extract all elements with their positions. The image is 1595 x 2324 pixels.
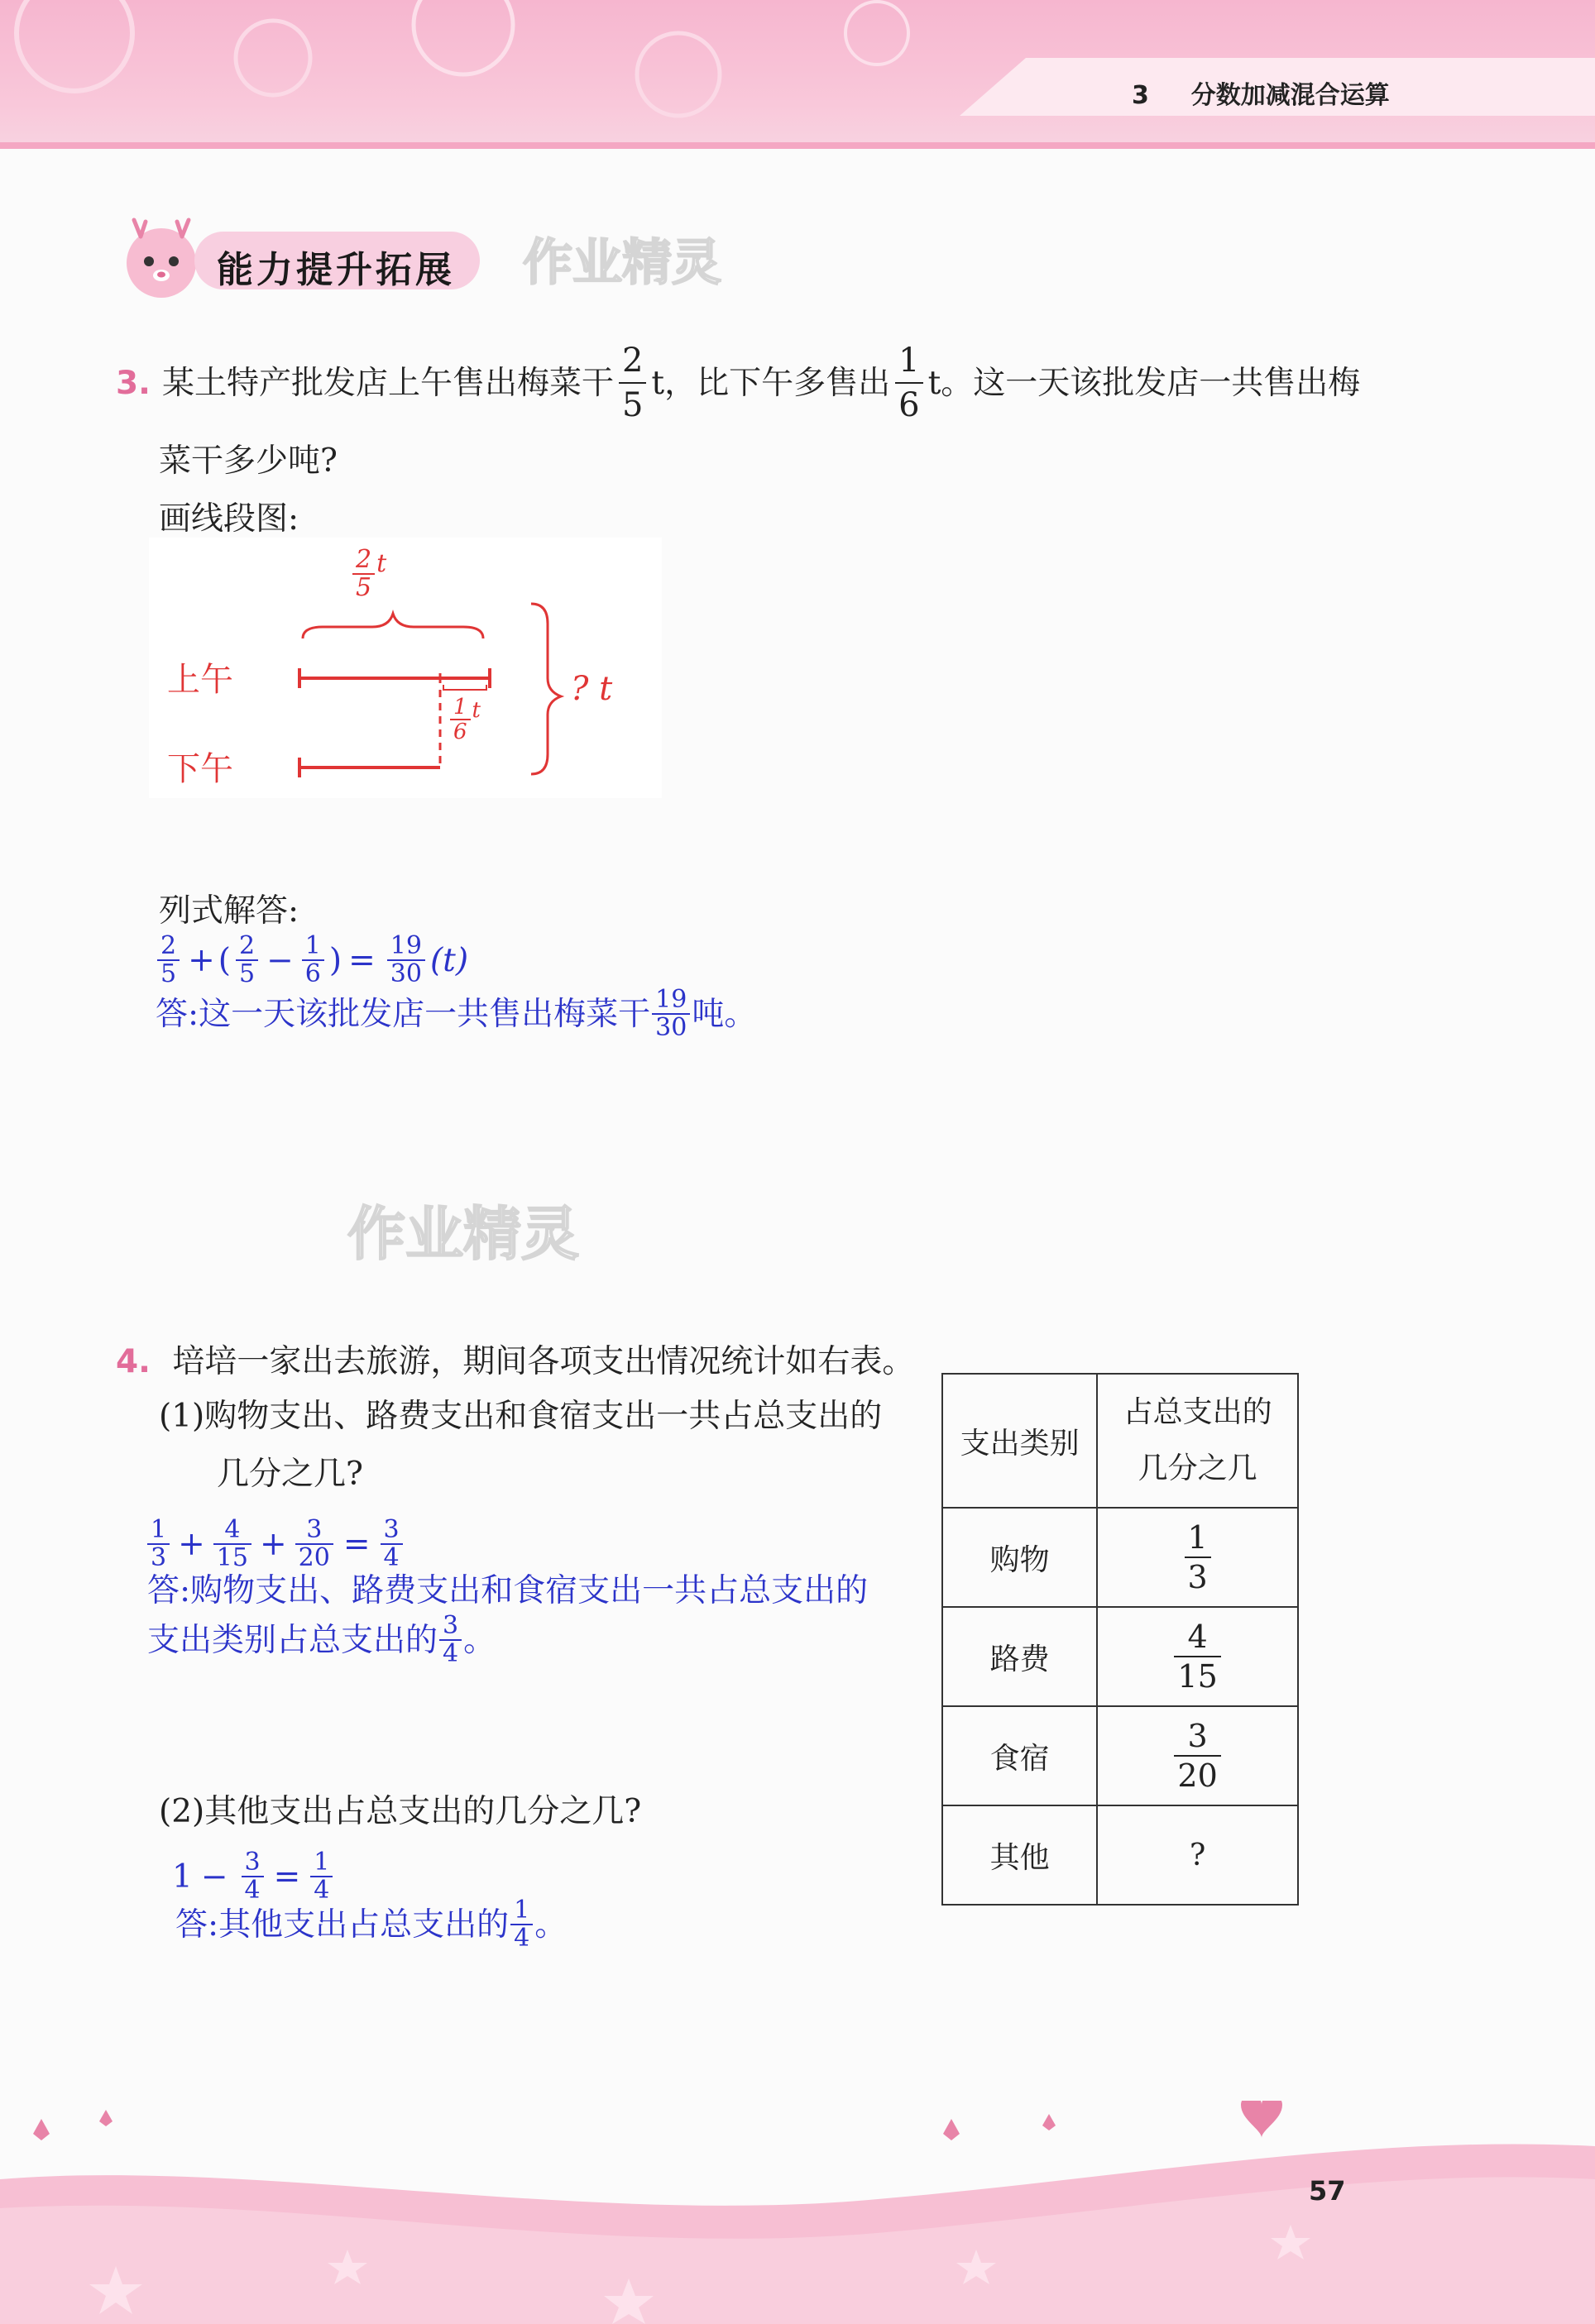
- q4-answer2: 答:其他支出占总支出的 $\frac{1}{4}$ 。: [175, 1896, 568, 1953]
- q3-text-a: 某土特产批发店上午售出梅菜干: [161, 364, 614, 402]
- diagram-label: 画线段图:: [159, 500, 299, 538]
- chapter-number: 3: [1132, 81, 1149, 110]
- header-fraction: 占总支出的 几分之几: [1097, 1374, 1298, 1508]
- q4-statement: 4. 培培一家出去旅游，期间各项支出情况统计如右表。: [116, 1343, 915, 1380]
- table-row: 购物 $\frac{1}{3}$: [942, 1508, 1298, 1607]
- page-number: 57: [1309, 2175, 1346, 2207]
- total-label: ? t: [571, 670, 613, 708]
- q4-equation2: 1 − $\frac{3}{4}$ = $\frac{1}{4}$: [172, 1848, 338, 1906]
- q4-part2: (2)其他支出占总支出的几分之几?: [159, 1793, 642, 1830]
- section-title: 能力提升拓展: [217, 249, 455, 291]
- q3-equation: $\frac{2}{5}$ + ( $\frac{2}{5}$ − $\frac{1}{6}$ ) = $\frac{19}{30}$ (t): [152, 931, 468, 989]
- chapter-heading: [1132, 74, 1390, 111]
- solve-label: 列式解答:: [159, 892, 299, 930]
- q3-statement: [116, 342, 1361, 424]
- top-brace: [303, 614, 483, 638]
- right-brace: [531, 604, 561, 774]
- chapter-title: 分数加减混合运算: [1190, 81, 1390, 110]
- watermark-middle: 作业精灵: [347, 1200, 579, 1268]
- deer-mascot-icon: [116, 213, 207, 304]
- table-row: 食宿 $\frac{3}{20}$: [942, 1706, 1298, 1805]
- table-row: 其他 ?: [942, 1805, 1298, 1905]
- top-frac-label: $\frac{2}{5}$ t: [347, 548, 386, 600]
- afternoon-label: 下午: [167, 750, 233, 788]
- q3-line2: 菜干多少吨?: [159, 442, 338, 480]
- diff-frac-label: $\frac{1}{6}$ t: [445, 696, 481, 743]
- table-header-row: [942, 1374, 1298, 1508]
- q3-text-b: t，比下午多售出: [651, 364, 891, 402]
- morning-label: 上午: [167, 661, 233, 699]
- footer-decoration: [0, 2101, 1595, 2324]
- q4-answer1-line1: 答:购物支出、路费支出和食宿支出一共占总支出的: [147, 1572, 869, 1609]
- q3-frac-diff: $\frac{1}{6}$: [895, 344, 922, 422]
- q4-part1-line2: 几分之几?: [217, 1456, 363, 1493]
- header-category: 支出类别: [942, 1374, 1097, 1508]
- header-strip: [0, 142, 1595, 149]
- watermark-top: 作业精灵: [523, 234, 721, 292]
- segment-diagram: [149, 538, 662, 798]
- q4-part1-line1: (1)购物支出、路费支出和食宿支出一共占总支出的: [159, 1398, 883, 1435]
- q4-equation1: $\frac{1}{3}$ + $\frac{4}{15}$ + $\frac{3}{20}$ = $\frac{3}{4}$: [142, 1515, 408, 1573]
- q4-number: 4.: [116, 1343, 151, 1380]
- q3-number: 3.: [116, 364, 151, 402]
- q4-answer1-line2: 支出类别占总支出的 $\frac{3}{4}$ 。: [147, 1611, 496, 1668]
- table-row: 路费 $\frac{4}{15}$: [942, 1607, 1298, 1706]
- q3-frac-morning: $\frac{2}{5}$: [619, 344, 646, 422]
- q3-text-c: t。这一天该批发店一共售出梅: [927, 364, 1361, 402]
- expense-table: [941, 1373, 1299, 1906]
- q3-answer: 答:这一天该批发店一共售出梅菜干 $\frac{19}{30}$ 吨。: [156, 985, 757, 1042]
